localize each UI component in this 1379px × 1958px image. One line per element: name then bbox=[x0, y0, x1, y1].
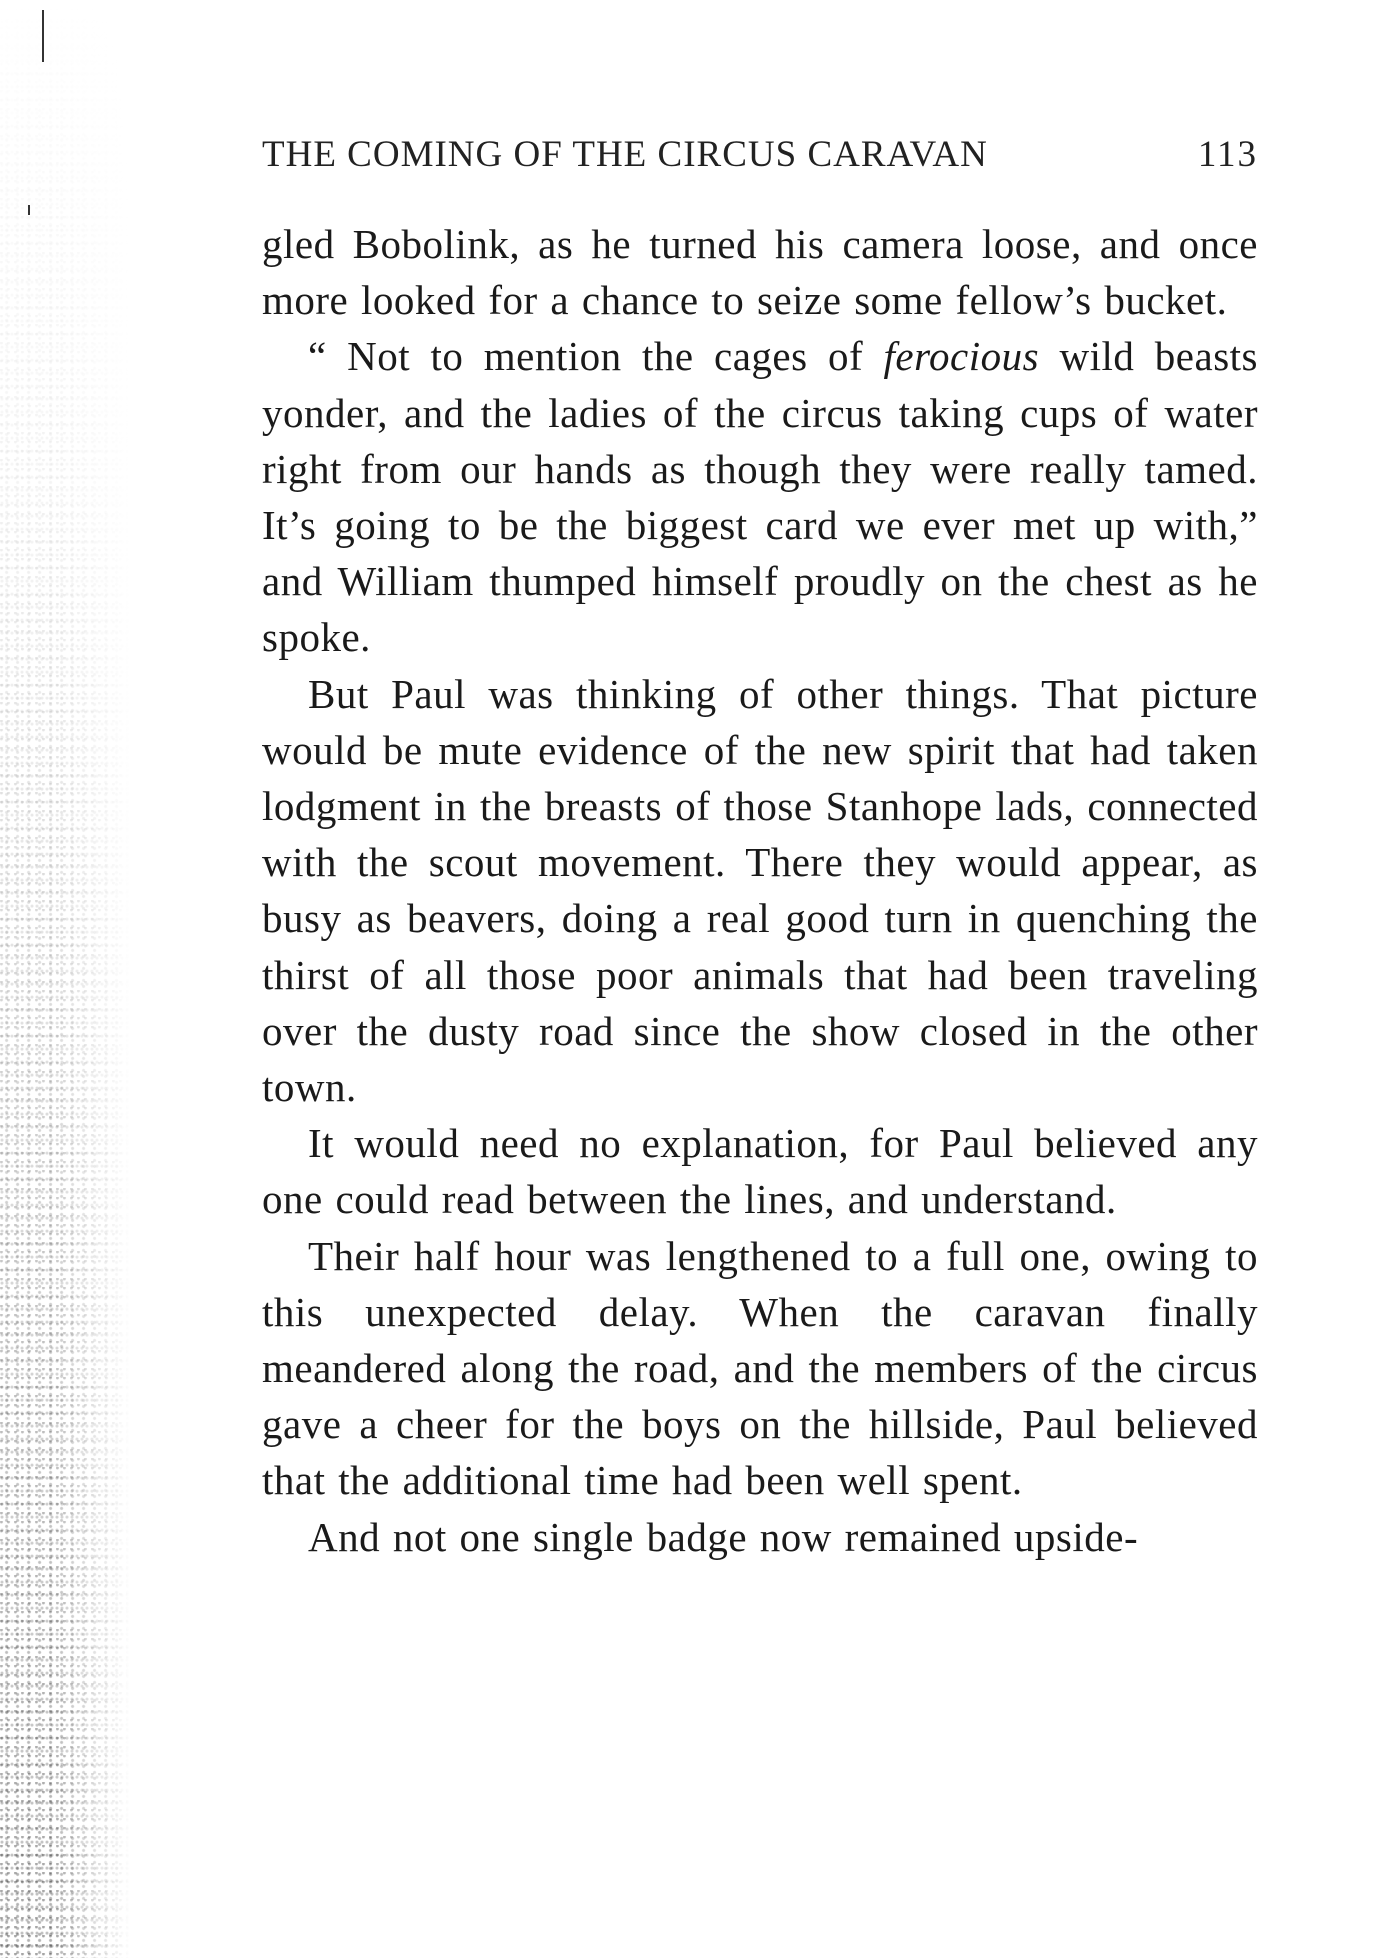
scan-edge-fade bbox=[0, 0, 130, 1958]
paragraph-5: Their half hour was lengthened to a full one, owing to this unexpected delay. When the caravan finally meandered along the road, and the members of the circus gave a cheer for the boys on the hillside, Paul believed that the additional time had been well spent. bbox=[262, 1232, 1258, 1504]
paragraph-2 bbox=[262, 328, 1258, 665]
scan-mark-top bbox=[42, 10, 44, 62]
paragraph-3: But Paul was thinking of other things. That picture would be mute evidence of the new spirit that had taken lodgment in the breasts of those Stanhope lads, connected with the scout movement. There they would appear, as busy as beavers, doing a real good turn in quenching the thirst of all those poor animals that had been traveling over the dusty road since the show closed in the other town. bbox=[262, 670, 1258, 1111]
book-page bbox=[262, 128, 1258, 1565]
scan-mark-small bbox=[28, 205, 30, 215]
body-text bbox=[262, 216, 1258, 1565]
paragraph-2-after: wild beasts yonder, and the ladies of the circus taking cups of water right from our hands as though they were really tamed. It’s going to be the biggest card we ever met up with,” and William thumped himself proudly on the chest as he spoke. bbox=[262, 333, 1258, 661]
paragraph-2-before: “ Not to mention the cages of bbox=[308, 333, 884, 380]
page-number: 113 bbox=[1197, 134, 1258, 175]
paragraph-4: It would need no explanation, for Paul believed any one could read between the lines, and understand. bbox=[262, 1120, 1258, 1223]
running-head-title: THE COMING OF THE CIRCUS CARAVAN bbox=[262, 134, 988, 175]
paragraph-2-emphasis: ferocious bbox=[883, 333, 1040, 380]
paragraph-6: And not one single badge now remained upside- bbox=[308, 1513, 1139, 1560]
paragraph-1: gled Bobolink, as he turned his camera loose, and once more looked for a chance to seize some fellow’s bucket. bbox=[262, 221, 1258, 324]
running-head bbox=[262, 128, 1258, 182]
